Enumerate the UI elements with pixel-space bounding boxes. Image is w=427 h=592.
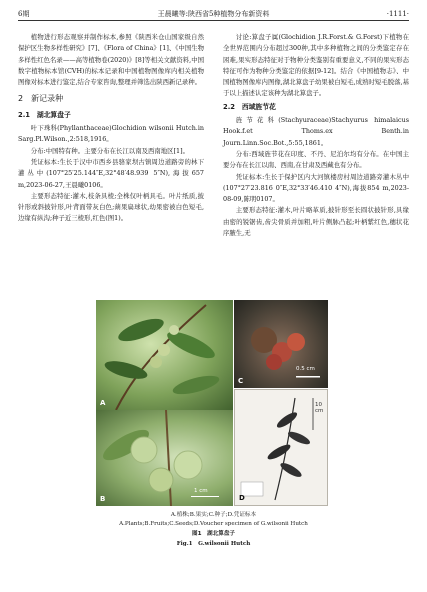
distribution-paragraph: 分布:中国特有种。主要分布在长江以南及西南地区[1]。 <box>30 146 189 155</box>
morphology-paragraph-2: 主要形态特征:灌木,叶片略革质,披针形至长圆状披针形,具缘由密的锐锯齿,齿尖骨质并加粗,叶片侧脉凸起;叶柄紫红色,穗状花序腋生,无 <box>223 206 409 238</box>
fruit-photo-illustration <box>96 410 233 506</box>
panel-label-a: A <box>100 399 106 407</box>
scale-bar-c: 0.5 cm <box>296 366 315 372</box>
distribution-paragraph-2: 分布:西域旌节花在印度、不丹、尼泊尔均有分布。在中国主要分布在长江以南、西南,在甘肃及西藏也有分布。 <box>223 149 409 170</box>
panel-d-voucher-specimen <box>234 389 328 506</box>
methods-paragraph: 植物进行形态观察并制作标本,参照《陕西米仓山国家级自然保护区生物多样性研究》[7]、《Flora of China》[1]、《中国生物多样性红色名录——高等植物卷(2020)》[8]等相关文献资料,中国数字植物标本馆(CVH)的标本记录和中国植物图像库内相关植物图像对标本进行鉴定,结合专家咨询,整理并筛选出陕西新记录种。 <box>18 33 204 87</box>
panel-label-d: D <box>239 494 245 502</box>
panel-b-fruits <box>96 410 233 506</box>
running-header <box>18 8 409 21</box>
seed-photo-illustration <box>234 300 328 388</box>
caption-cn-title: 图1 湖北算盘子 <box>191 531 236 537</box>
subsection-title-1: 2.1 湖北算盘子 <box>18 110 71 119</box>
taxonomy-paragraph-2: 旌节花科(Stachyuraceae)Stachyurus himalaicus Hook.f.et Thoms.ex Benth.in Journ.Linn.Soc.Bot.,5:55,1861。 <box>223 116 409 147</box>
taxonomy-paragraph: 叶下珠科(Phyllanthaceae)Glochidion wilsonii Hutch.in Sarg.Pl.Wilson.,2:518,1916。 <box>18 124 204 144</box>
left-column <box>18 32 204 225</box>
running-title: 王晨曦等:陕西省5种植物分布新资料 <box>157 10 270 18</box>
issue-label: 6期 <box>18 10 30 18</box>
figure-1 <box>96 300 328 506</box>
right-column <box>223 32 409 239</box>
caption-en-title: Fig.1 G.wilsonii Hutch <box>176 541 251 547</box>
panel-c-seeds <box>234 300 328 388</box>
plant-photo-illustration <box>96 300 233 410</box>
panel-a-plants <box>96 300 233 410</box>
voucher-paragraph: 凭证标本:生长于汉中市西乡县骆家坝古镇周边道路旁的林下灌丛中(107°25′25.144″E,32°48′48.939 5″N),海拔657 m,2023-06-27,王晨曦0106。 <box>18 157 204 189</box>
morphology-paragraph: 主要形态特征:灌木,枝条具棱;全株仅叶柄具毛。叶片纸质,披针形或斜披针形,叶背面带灰白色;蒴果扁球状,幼果密被白色短毛,边缘有纵沟;种子近三棱形,红色(图1)。 <box>18 191 204 223</box>
caption-en-parts: A.Plants;B.Fruits;C.Seeds;D.Voucher specimen of G.wilsonii Hutch <box>119 521 308 527</box>
voucher-paragraph-2: 凭证标本:生长于保护区内大河镇楼房村周边道路旁灌木丛中(107°27′23.816 0″E,32°33′46.410 4″N),海拔854 m,2023-08-09,陈明0107。 <box>223 172 409 204</box>
panel-label-b: B <box>100 495 106 503</box>
scale-bar-b: 1 cm <box>194 488 208 494</box>
scale-bar-d: 10 cm <box>315 402 324 414</box>
panel-label-c: C <box>238 377 244 385</box>
subsection-title-2: 2.2 西域旌节花 <box>223 102 276 111</box>
section-title: 2 新记录种 <box>18 94 64 104</box>
caption-cn-parts: A.植株;B.果实;C.种子;D.凭证标本 <box>170 512 257 518</box>
discussion-paragraph: 讨论:算盘子属(Glochidion J.R.Forst.& G.Forst)下植物在全世界范围内分布超过300种,其中多种植物之间的分类鉴定存在困难,果实形态特征对于物种分类鉴别有重要意义,不同的果实形态特征可作为物种分类鉴定的依据[9-12]。结合《中国植物志》、中国植物图像库内图像,湖北算盘子幼果被白短毛,成熟时短毛脱落,基于以上描述认定该种为湖北算盘子。 <box>223 33 409 98</box>
page-number: ·1111· <box>386 10 409 18</box>
